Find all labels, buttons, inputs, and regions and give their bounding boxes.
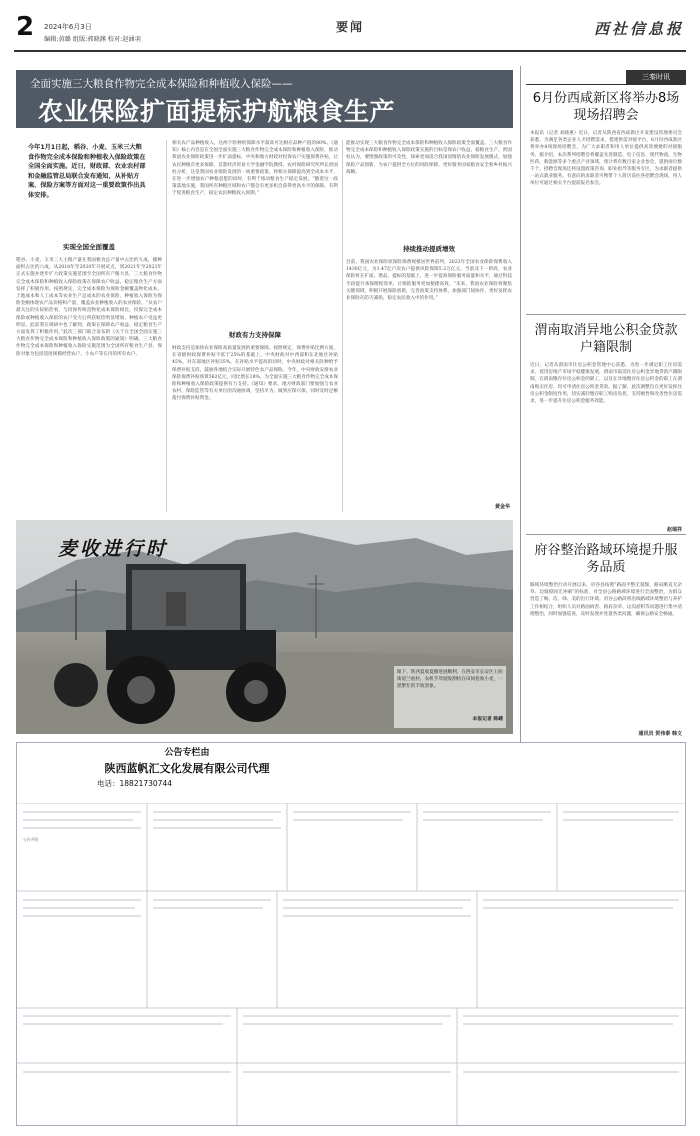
summary-text: 今年1月1日起，稻谷、小麦、玉米三大粮食作物完全成本保险和种植收入保险政策在全国全面实施。近日，财政部、农业农村部和金融监管总局联合发布通知，从补贴方案、保险方案等方面对这一重要政策作出具体安排。 bbox=[28, 144, 146, 199]
notice-company: 陕西蓝帆汇文化发展有限公司代理 bbox=[104, 762, 270, 775]
lead-column-3b-text: 目前，我国农业保险原保险保费规模居世界前列，2023年全国农业保险保费收入1430亿元，为1.47亿户次农户提供风险保障5.2万亿元。当前及下一阶段，农业保险将在扩面、增品、提标的基础上，进一步提高保险服务质量和水平，通过科技手段提升承保理赔效率，让保险服务更加便捷高效。“未来，我国农业保险将聚焦关键领域，积极开展保险创新，完善政策支持体系，加强部门间协作，更好发挥农业保险在防灾减损、稳定农民收入中的作用。” bbox=[346, 260, 512, 302]
photo-title: 麦收进行时 bbox=[58, 538, 169, 560]
notice-agent-box bbox=[77, 745, 297, 801]
story3-byline: 通讯员 贺伟泰 韩文 bbox=[638, 731, 682, 737]
sidebar-label-rule bbox=[526, 84, 686, 85]
subhead-2: 财政有力支持保障 bbox=[229, 331, 281, 339]
sidebar bbox=[526, 66, 686, 742]
lead-column-3 bbox=[346, 140, 512, 512]
headline-kicker: 全面实施三大粮食作物完全成本保险和种植收入保险—— bbox=[30, 78, 293, 90]
story2-byline: 赵瑞祥 bbox=[666, 527, 682, 533]
sidebar-story-1 bbox=[530, 90, 682, 310]
lead-column-2 bbox=[172, 140, 338, 512]
lead-byline: 黄金华 bbox=[494, 504, 510, 510]
column-rule-1 bbox=[166, 140, 167, 512]
lead-column-1-text: 稻谷、小麦、玉米三大主粮产量在我国粮食总产量中占比约九成，播种面积占比约六成。从2018年至2020年开展试点，到2021年至2023年正式实施并逐步扩大政策实施范围至全国所有产粮大县，三大粮食作物完全成本保险和种植收入保险政策在保障农户收益、稳定粮食生产方面发挥了积极作用。按照规定，完全成本保险为保险金额覆盖物化成本、土地成本和人工成本等农业生产总成本的农业保险，种植收入保险为保险金额体现农产品价格和产量，覆盖农业种植收入的农业保险。“从农户最关注的实际赔偿看，与投保传统直物化成本保险相比，投保完全成本保险或种植收入保险的农户受灾后所获赔偿明显增加，种植农户受益更明显。此前我在调研中也了解到，政策在保障农户收益、稳定粮食生产方面发挥了积极作用。”此次三部门联合发布的《关于在全国全面实施三大粮食作物完全成本保险和种植收入保险政策的通知》明确，三大粮食作物完全成本保险和种植收入保险实施范围为全国所有粮食生产县，保险对象为包括适度规模经营农户、小农户等在内的所有农户。 bbox=[16, 258, 162, 357]
section-title: 要闻 bbox=[336, 20, 365, 34]
notice-title: 公告专栏由 bbox=[164, 748, 210, 758]
story1-headline: 6月份西咸新区将举办8场现场招聘会 bbox=[532, 91, 680, 123]
photo-caption: 眼下，陕西夏收夏播进展顺利，在西安市长安区王曲街道兰池村，农机手驾驶收割机在田间抢收小麦，一派繁忙的丰收景象。 bbox=[397, 670, 503, 690]
notice-block-label: 公告声明 bbox=[23, 837, 39, 842]
headline-title: 农业保险扩面提标护航粮食生产 bbox=[38, 97, 396, 126]
header-rule bbox=[14, 50, 686, 52]
subhead-3: 持续推动提质增效 bbox=[403, 245, 455, 253]
photo-byline: 本报记者 陈嵘 bbox=[472, 716, 503, 722]
sidebar-divider-1 bbox=[526, 314, 686, 315]
story3-text: 路域环境整治行动开展以来，府谷县按照“路面平整无裂缝、路肩顺直无杂草、边坡稳固无冲刷”的标准，对全县公路路域环境进行全面整治，为群众营造了畅、洁、绿、美的出行环境。府谷公路段将沿线路域环境整治与养护工作相结合，组织人员对路面病害、路肩杂草、边沟淤积等问题进行集中清理整治，同时加强巡查，及时发现并处置各类问题，确保公路安全畅通。 bbox=[530, 583, 682, 617]
paper-logo: 西社信息报 bbox=[594, 20, 685, 38]
story1-text: 本报讯（记者 刘晓惠）近日，记者从陕西省西咸新区开发建设管理委员会获悉，为满足各类企业人才招聘需求，搭建供需对接平台，6月份西咸新区将举办8场现场招聘会，为广大求职者和用人单位提供高效便捷的对接服务。据介绍，本次系列招聘会将覆盖先进制造、电子信息、现代物流、生物医药、新能源等多个重点产业领域，预计将有数百家企业参会，提供岗位数千个。招聘会现场还将设置政策咨询、职业指导等服务专区，为求职者提供一站式就业服务。有意向的求职者可携带个人简历前往各招聘会现场，用人单位可通过相关平台提前报名参会。 bbox=[530, 131, 682, 187]
photo-caption-box bbox=[394, 666, 506, 728]
page-number: 2 bbox=[16, 12, 35, 42]
sidebar-story-3 bbox=[530, 538, 682, 738]
story3-headline: 府谷整治路域环境提升服务品质 bbox=[534, 543, 678, 575]
notice-phone: 电话：18821730744 bbox=[97, 779, 172, 788]
notice-section bbox=[16, 742, 686, 1126]
lead-column-1 bbox=[16, 242, 162, 512]
sidebar-rule bbox=[520, 66, 521, 742]
editor-credits: 编辑:黄璐 组版:郭晓渊 校对:赵涵羽 bbox=[44, 36, 141, 43]
story2-text: 近日，记者从渭南市住房公积金管理中心获悉，为进一步满足职工住房需求，促进房地产市场平稳健康发展，渭南市取消住房公积金异地贷款户籍限制，在渭南缴存住房公积金的职工，以及在异地缴存住房公积金的职工在渭南购买住房，均可申请住房公积金贷款。据了解，此次调整旨在更好发挥住房公积金制度作用，切实减轻缴存职工购房负担，支持刚性和改善性住房需求，进一步提升住房公积金服务效能。 bbox=[530, 363, 682, 405]
sidebar-column-label: 三秦时讯 bbox=[626, 70, 686, 84]
harvest-photo bbox=[16, 520, 513, 734]
sidebar-divider-2 bbox=[526, 534, 686, 535]
subhead-1: 实现全国全面覆盖 bbox=[63, 243, 115, 251]
lead-column-2b-text: 财政支持是加快农业保险高质量发展的重要保障。按照规定，保费补贴比例方面，在省级财政保费补贴不低于25%的基础上，中央财政对中西部和东北地区补贴45%，对东部地区补贴35%。在补贴水平提高的同时，中央财政对相关险种给予保费补贴支持，鼓励各地结合实际开展特色农产品保险。今年，中央财政安排农业保险保费补贴预算562亿元，同比增长18%，为全面实施三大粮食作物完全成本保险和种植收入保险政策提供有力支持。《通知》要求，地方财政部门要加强与农业农村、保险监管等有关单位的沟通协调，坚持早为、做到应保尽保，同时及时足额拨付保费补贴资金。 bbox=[172, 346, 338, 402]
column-rule-2 bbox=[342, 140, 343, 512]
page-header bbox=[14, 10, 686, 56]
issue-date: 2024年6月3日 bbox=[44, 23, 92, 31]
lead-column-3-text: 能推动实现三大粮食作物完全成本保险和种植收入保险政策全面覆盖。三大粮食作物完全成本保险和种植收入保险政策实施的目标是保农户收益、稳粮食生产。庹国柱认为，要增强政策的可及性，探索更加适合我国国情的农业保险发展模式，加强保险产品创新，为农户提供全方位的风险保障，更好服务国家粮食安全和乡村振兴战略。 bbox=[346, 141, 512, 175]
notice-grid-lines bbox=[17, 803, 685, 1125]
headline-banner bbox=[16, 70, 513, 128]
sidebar-story-2 bbox=[530, 318, 682, 533]
lead-column-2-text: 相关农产品种植收入，这两个险种的保障水平最高可达相应品种产值的80%。《通知》核心内容是在全国全面实施三大粮食作物完全成本保险和种植收入保险，推动我国农业保险政策进一步扩面提标，中央和地方财政对投保农户实施保费补贴，让农民种粮有更多保障。首都经济贸易大学金融学院教授、农村保险研究所所长庹国柱分析，这是我国农业保险发展的一项重要政策，将相关保障提高到全成本水平，在进一步增强农户种粮意愿的同时，有利于推动粮食生产稳定发展。“随着这一政策落地实施，我国所有种粮区域和农户都会有更多机会获得更高水平的保障，有利于促进粮食生产，稳定农民种粮收入预期。” bbox=[172, 141, 338, 197]
lead-summary bbox=[28, 143, 146, 227]
story2-headline: 渭南取消异地公积金贷款户籍限制 bbox=[534, 323, 678, 355]
notice-grid bbox=[17, 803, 685, 1125]
